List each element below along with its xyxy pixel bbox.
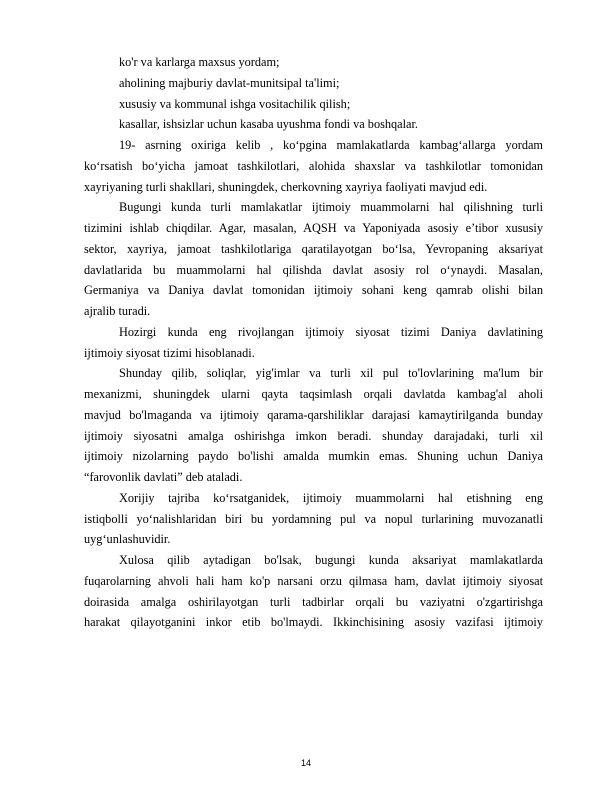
text-line: uyg‘unlashuvidir. [84, 532, 171, 547]
text-line: kasallar, ishsizlar uchun kasaba uyushma fondi va boshqalar. [119, 117, 418, 132]
text-line: Bugungi kunda turli mamlakatlar ijtimoiy muammolarni hal qilishning turli [119, 200, 543, 215]
text-line: fuqarolarning ahvoli hali ham ko'p narsani orzu qilmasa ham, davlat ijtimoiy siyosat [84, 573, 543, 588]
text-line: Shunday qilib, soliqlar, yig'imlar va turli xil pul to'lovlarining ma'lum bir [119, 366, 543, 381]
text-line: xususiy va kommunal ishga vositachilik qilish; [119, 96, 351, 111]
text-line: doirasida amalga oshirilayotgan turli tadbirlar orqali bu vaziyatni o'zgartirishga [84, 594, 543, 609]
text-line: mexanizmi, shuningdek ularni qayta taqsimlash orqali davlatda kambag'al aholi [84, 387, 543, 401]
text-line: harakat qilayotganini inkor etib bo'lmaydi. Ikkinchisining asosiy vazifasi ijtimoiy [84, 615, 543, 630]
text-line: ajralib turadi. [84, 304, 151, 318]
text-line: istiqbolli yo‘nalishlaridan biri bu yordamning pul va nopul turlarining muvozanatli [84, 511, 543, 526]
text-line: ijtimoiy siyosat tizimi hisoblanadi. [84, 345, 255, 360]
text-line: 19- asrning oxiriga kelib , ko‘pgina mamlakatlarda kambag‘allarga yordam [119, 138, 543, 152]
text-line: xayriyaning turli shakllari, shuningdek, cherkovning xayriya faoliyati mavjud edi. [84, 179, 488, 194]
text-line: tizimini ishlab chiqdilar. Agar, masalan, AQSH va Yaponiyada asosiy e’tibor xususiy [84, 221, 543, 235]
text-line: Xorijiy tajriba ko‘rsatganidek, ijtimoiy muammolarni hal etishning eng [119, 490, 543, 505]
text-line: ko‘rsatish bo‘yicha jamoat tashkilotlari, alohida shaxslar va tashkilotlar tomonidan [84, 158, 543, 173]
text-line: ijtimoiy nizolarning paydo bo'lishi amalda mumkin emas. Shuning uchun Daniya [84, 449, 543, 464]
page-number: 14 [300, 758, 311, 768]
text-line: davlatlarida bu muammolarni hal qilishda davlat asosiy rol o‘ynaydi. Masalan, [84, 262, 543, 277]
text-line: mavjud bo'lmaganda va ijtimoiy qarama-qarshiliklar darajasi kamaytirilganda bunday [84, 407, 543, 422]
text-line: ko'r va karlarga maxsus yordam; [119, 55, 280, 69]
document-page [84, 52, 543, 633]
text-line: Hozirgi kunda eng rivojlangan ijtimoiy siyosat tizimi Daniya davlatining [119, 324, 543, 339]
text-line: ijtimoiy siyosatni amalga oshirishga imkon beradi. shunday darajadaki, turli xil [84, 428, 543, 443]
text-line: aholining majburiy davlat-munitsipal ta'limi; [119, 75, 340, 90]
text-line: sektor, xayriya, jamoat tashkilotlariga qaratilayotgan bo‘lsa, Yevropaning aksariyat [84, 241, 543, 256]
text-line: Germaniya va Daniya davlat tomonidan ijtimoiy sohani keng qamrab olishi bilan [84, 283, 543, 298]
text-line: Xulosa qilib aytadigan bo'lsak, bugungi kunda aksariyat mamlakatlarda [119, 553, 543, 567]
text-line: “farovonlik davlati” deb ataladi. [84, 470, 243, 484]
